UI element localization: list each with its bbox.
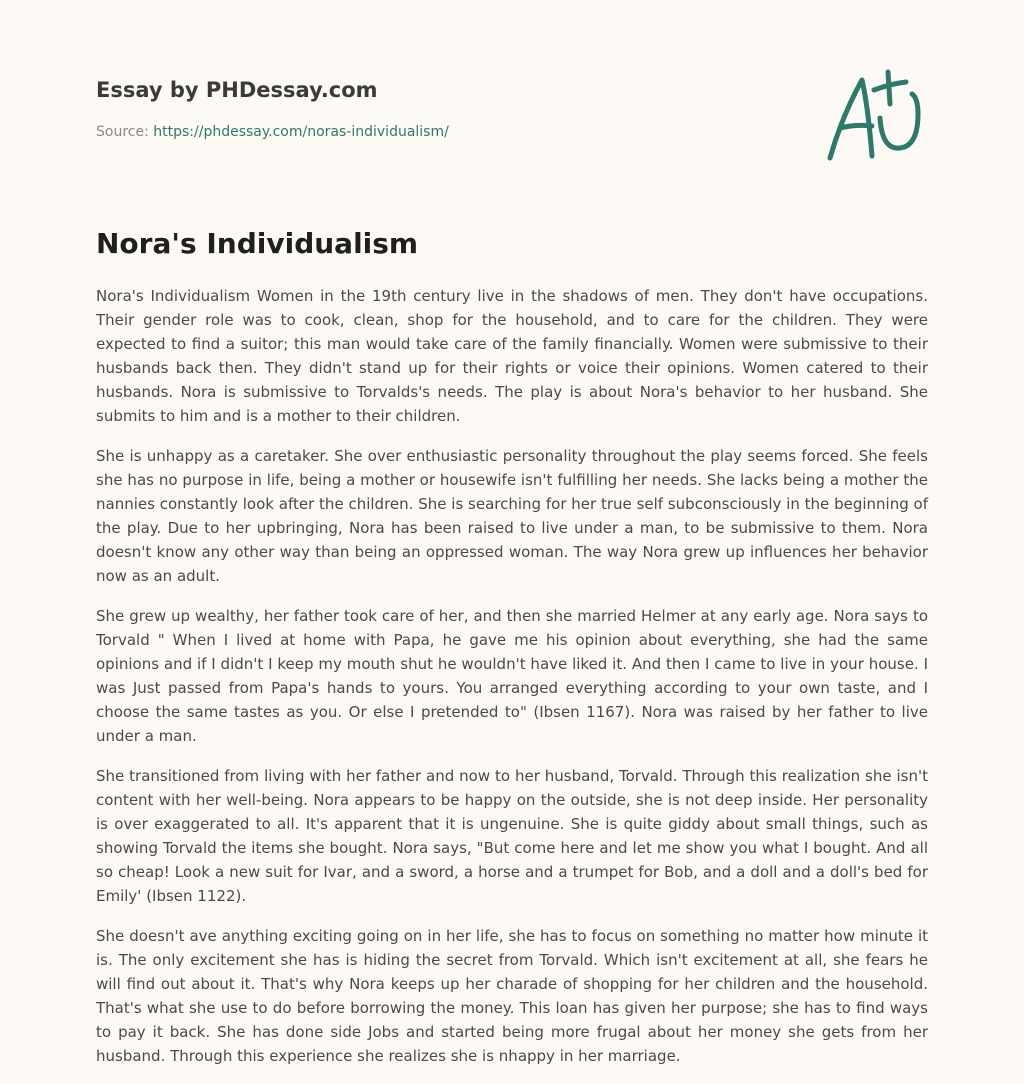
source-line (96, 122, 696, 142)
essay-paragraph: She doesn't ave anything exciting going on in her life, she has to focus on something no matter how minute it is. The only excitement she has is hiding the secret from Torvald. Which isn't excitement at all, she fears he will find out about it. That's why Nora keeps up her charade of shopping for her children and the household. That's what she use to do before borrowing the money. This loan has given her purpose; she has to find ways to pay it back. She has done side Jobs and started being more frugal about her money she gets from her husband. Through this experience she realizes she is nhappy in her marriage. (96, 927, 928, 1065)
site-header (96, 76, 696, 142)
source-label: Source: (96, 124, 154, 140)
essay-paragraph: She transitioned from living with her father and now to her husband, Torvald. Through this realization she isn't content with her well-being. Nora appears to be happy on the outside, she is not deep inside. Her personality is over exaggerated to all. It's apparent that it is ungenuine. She is quite giddy about small things, such as showing Torvald the items she bought. Nora says, "But come here and let me show you what I bought. And all so cheap! Look a new suit for Ivar, and a sword, a horse and a trumpet for Bob, and a doll and a doll's bed for Emily' (Ibsen 1122). (96, 767, 928, 905)
source-link[interactable]: https://phdessay.com/noras-individualism/ (153, 124, 449, 140)
site-brand: Essay by PHDessay.com (96, 78, 378, 102)
essay-body (96, 284, 928, 1084)
essay-paragraph: She is unhappy as a caretaker. She over enthusiastic personality throughout the play seems forced. She feels she has no purpose in life, being a mother or housewife isn't fulfilling her needs. She lacks being a mother the nannies constantly look after the children. She is searching for her true self subconsciously in the beginning of the play. Due to her upbringing, Nora has been raised to live under a man, to be submissive to them. Nora doesn't know any other way than being an oppressed woman. The way Nora grew up influences her behavior now as an adult. (96, 447, 928, 585)
page-title: Nora's Individualism (96, 227, 419, 260)
essay-paragraph: She grew up wealthy, her father took care of her, and then she married Helmer at any early age. Nora says to Torvald " When I lived at home with Papa, he gave me his opinion about everything, she had the same opinions and if I didn't I keep my mouth shut he wouldn't have liked it. And then I came to live in your house. I was Just passed from Papa's hands to yours. You arranged everything according to your own taste, and I choose the same tastes as you. Or else I pretended to" (Ibsen 1167). Nora was raised by her father to live under a man. (96, 607, 928, 745)
a-plus-grade-icon (820, 66, 930, 166)
essay-paragraph: Nora's Individualism Women in the 19th century live in the shadows of men. They don't have occupations. Their gender role was to cook, clean, shop for the household, and to care for the children. They were expected to find a suitor; this man would take care of the family financially. Women were submissive to their husbands back then. They didn't stand up for their rights or voice their opinions. Women catered to their husbands. Nora is submissive to Torvalds's needs. The play is about Nora's behavior to her husband. She submits to him and is a mother to their children. (96, 287, 928, 425)
